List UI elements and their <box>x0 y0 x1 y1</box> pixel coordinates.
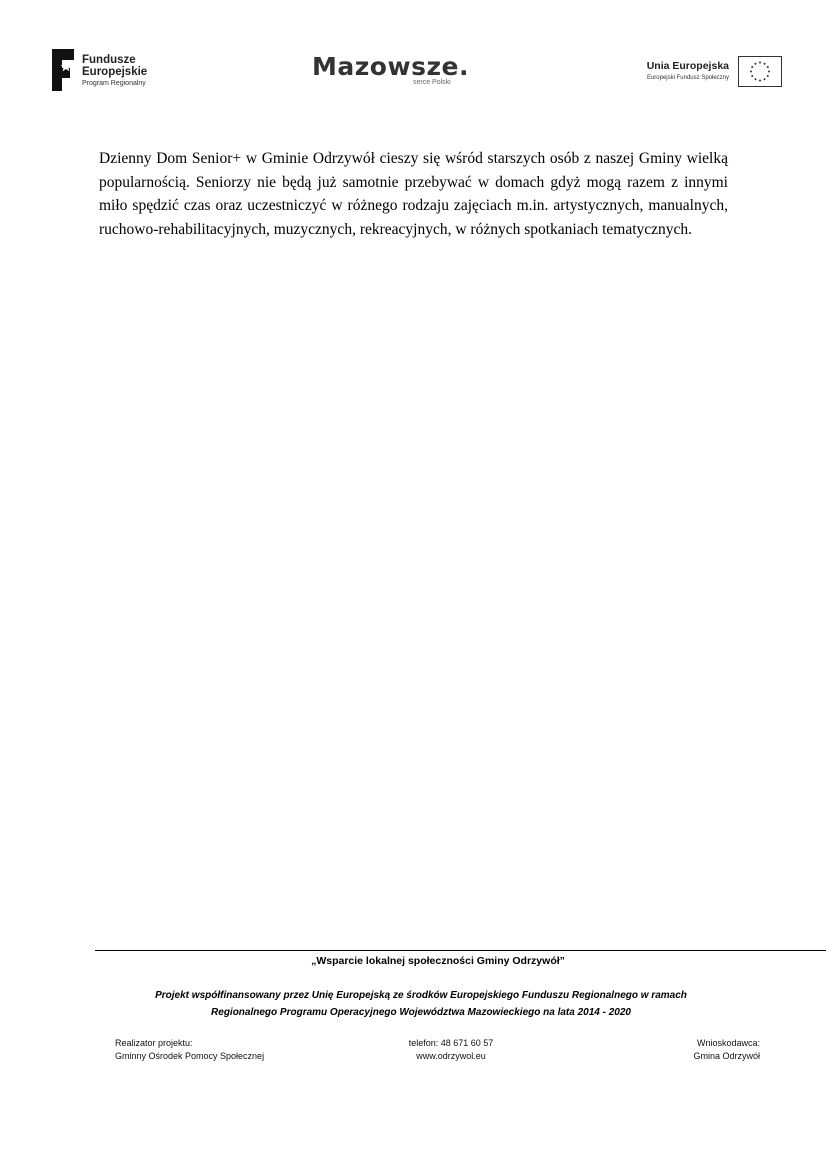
mazowsze-wordmark: Mazowsze. <box>312 52 469 81</box>
eu-flag-star <box>764 63 766 65</box>
mazowsze-logo <box>310 52 490 92</box>
footer-realizator <box>115 1037 264 1063</box>
funding-line-2: Regionalnego Programu Operacyjnego Województwa Mazowieckiego na lata 2014 - 2020 <box>211 1007 631 1018</box>
realizator-label: Realizator projektu: <box>115 1038 193 1048</box>
contact-website: www.odrzywol.eu <box>416 1051 486 1061</box>
body-paragraph: Dzienny Dom Senior+ w Gminie Odrzywół cieszy się wśród starszych osób z naszej Gminy wielką popularnością. Seniorzy nie będą już samotnie przebywać w domach gdyż mogą razem z innymi miło spędzić czas oraz uczestniczyć w różnego rodzaju zajęciach m.in. artystycznych, manualnych, ruchowo-rehabilitacyjnych, muzycznych, rekreacyjnych, w różnych spotkaniach tematycznych. <box>99 150 728 238</box>
eu-flag-star <box>755 78 757 80</box>
eu-flag-star <box>767 66 769 68</box>
unia-europejska-logo <box>620 56 785 90</box>
fundusze-europejskie-logo <box>50 48 190 94</box>
footer-wnioskodawca <box>640 1037 760 1063</box>
ue-logo-title: Unia Europejska <box>646 60 729 72</box>
fe-logo-line1: Fundusze <box>82 54 136 66</box>
fe-logo-line2: Europejskie <box>82 66 148 78</box>
funding-line-1: Projekt współfinansowany przez Unię Europejską ze środków Europejskiego Funduszu Regionalnego w ramach <box>155 990 687 1001</box>
eu-flag-star <box>759 80 761 82</box>
eu-flag-star <box>764 78 766 80</box>
project-title: „Wsparcie lokalnej społeczności Gminy Odrzywół” <box>311 955 565 967</box>
eu-flag-star <box>768 71 770 73</box>
footer-divider <box>95 950 826 951</box>
wnioskodawca-label: Wnioskodawca: <box>696 1038 760 1048</box>
funding-statement <box>0 987 826 1021</box>
fe-logo-subtitle: Program Regionalny <box>82 80 146 87</box>
eu-flag-star <box>767 75 769 77</box>
mazowsze-tagline: serce Polski <box>413 79 451 86</box>
contact-phone: telefon: 48 671 60 57 <box>408 1038 494 1048</box>
fundusze-europejskie-icon <box>50 48 76 92</box>
ue-logo-subtitle: Europejski Fundusz Społeczny <box>646 75 729 81</box>
main-content <box>99 147 728 241</box>
eu-flag-star <box>755 63 757 65</box>
footer-contact <box>405 1037 497 1063</box>
eu-flag-icon <box>738 56 782 87</box>
wnioskodawca-value: Gmina Odrzywół <box>693 1051 760 1061</box>
eu-flag-star <box>751 66 753 68</box>
eu-flag-star <box>750 71 752 73</box>
eu-flag-star <box>759 62 761 64</box>
eu-flag-star <box>751 75 753 77</box>
realizator-value: Gminny Ośrodek Pomocy Społecznej <box>115 1051 265 1061</box>
